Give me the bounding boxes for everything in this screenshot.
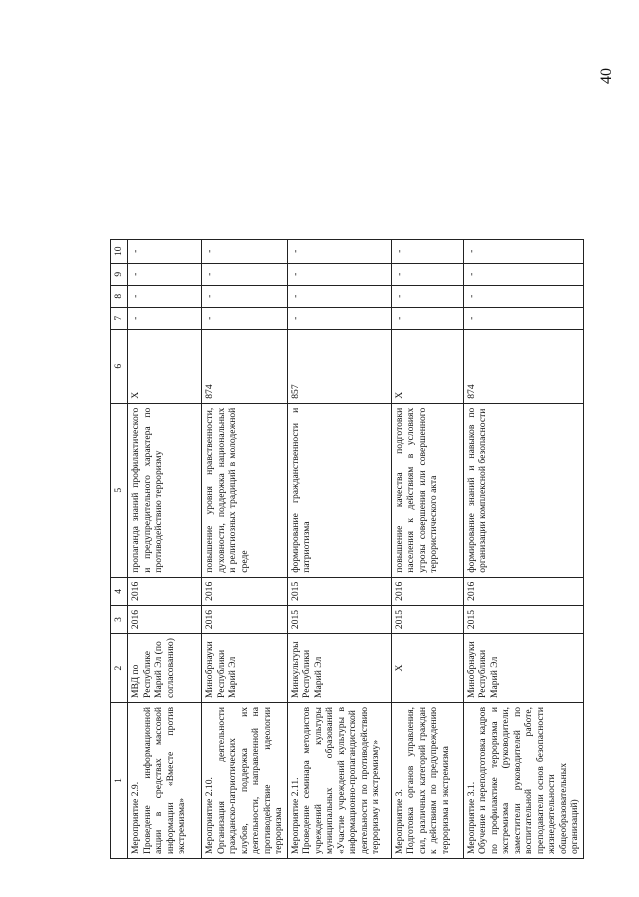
table-row xyxy=(128,239,202,858)
result-cell: пропаганда знаний профилактического и предупредительного характера по противодействию терроризму xyxy=(128,403,202,577)
col7-cell: - xyxy=(463,307,583,329)
code-cell: X xyxy=(391,329,463,403)
table-row xyxy=(391,239,463,858)
column-header: 8 xyxy=(111,285,128,307)
col10-cell: - xyxy=(391,239,463,263)
column-header: 6 xyxy=(111,329,128,403)
column-header: 4 xyxy=(111,577,128,605)
executor-cell: X xyxy=(391,634,463,703)
end-year-cell: 2016 xyxy=(391,577,463,605)
start-year-cell: 2016 xyxy=(202,605,288,633)
table-row xyxy=(202,239,288,858)
col8-cell: - xyxy=(391,285,463,307)
col7-cell: - xyxy=(202,307,288,329)
page-number: 40 xyxy=(598,68,615,84)
column-header: 10 xyxy=(111,239,128,263)
measure-name-cell: Мероприятие 3.1. Обучение и переподготовка кадров по профилактике терроризма и экстремизма (руководители, заместители руководителей по воспитательной работе, преподаватели основ безопасности жизнедеятельности общеобразовательных организаций) xyxy=(463,703,583,859)
result-cell: повышение уровня нравственности, духовности, поддержка национальных и религиозных традиций в молодежной среде xyxy=(202,403,288,577)
col9-cell: - xyxy=(128,263,202,285)
code-cell: 874 xyxy=(463,329,583,403)
table-header-row xyxy=(111,239,128,858)
result-cell: формирование гражданственности и патриотизма xyxy=(287,403,391,577)
col9-cell: - xyxy=(463,263,583,285)
col10-cell: - xyxy=(463,239,583,263)
executor-cell: Минкультуры Республики Марий Эл xyxy=(287,634,391,703)
col9-cell: - xyxy=(391,263,463,285)
end-year-cell: 2016 xyxy=(128,577,202,605)
column-header: 3 xyxy=(111,605,128,633)
table-row xyxy=(287,239,391,858)
table-row xyxy=(463,239,583,858)
result-cell: повышение качества подготовки населения к действиям в условиях угрозы совершения или совершенного террористического акта xyxy=(391,403,463,577)
code-cell: 857 xyxy=(287,329,391,403)
program-table xyxy=(110,239,584,859)
code-cell: 874 xyxy=(202,329,288,403)
col8-cell: - xyxy=(128,285,202,307)
col10-cell: - xyxy=(287,239,391,263)
col8-cell: - xyxy=(202,285,288,307)
measure-name-cell: Мероприятие 3. Подготовка органов управления, сил, различных категорий граждан к действиям по предупреждению терроризма и экстремизма xyxy=(391,703,463,859)
code-cell: X xyxy=(128,329,202,403)
column-header: 9 xyxy=(111,263,128,285)
col10-cell: - xyxy=(202,239,288,263)
column-header: 1 xyxy=(111,703,128,859)
col7-cell: - xyxy=(128,307,202,329)
col7-cell: - xyxy=(391,307,463,329)
executor-cell: МВД по Республике Марий Эл (по согласованию) xyxy=(128,634,202,703)
col8-cell: - xyxy=(463,285,583,307)
col7-cell: - xyxy=(287,307,391,329)
column-header: 2 xyxy=(111,634,128,703)
start-year-cell: 2015 xyxy=(463,605,583,633)
executor-cell: Минобрнауки Республики Марий Эл xyxy=(463,634,583,703)
col8-cell: - xyxy=(287,285,391,307)
start-year-cell: 2016 xyxy=(128,605,202,633)
measure-name-cell: Мероприятие 2.9. Проведение информационной акции в средствах массовой информации «Вместе против экстремизма» xyxy=(128,703,202,859)
col9-cell: - xyxy=(202,263,288,285)
col9-cell: - xyxy=(287,263,391,285)
measure-name-cell: Мероприятие 2.11. Проведение семинара методистов учреждений культуры муниципальных образований «Участие учреждений культуры в информационно-пропагандистской деятельности по противодействию терроризму и экстремизму» xyxy=(287,703,391,859)
executor-cell: Минобрнауки Республики Марий Эл xyxy=(202,634,288,703)
measure-name-cell: Мероприятие 2.10. Организация деятельности гражданско-патриотических клубов, поддержка их деятельности, направленной на противодействие идеологии терроризма xyxy=(202,703,288,859)
end-year-cell: 2016 xyxy=(463,577,583,605)
column-header: 7 xyxy=(111,307,128,329)
end-year-cell: 2016 xyxy=(202,577,288,605)
column-header: 5 xyxy=(111,403,128,577)
col10-cell: - xyxy=(128,239,202,263)
start-year-cell: 2015 xyxy=(287,605,391,633)
result-cell: формирование знаний и навыков по организации комплексной безопасности xyxy=(463,403,583,577)
start-year-cell: 2015 xyxy=(391,605,463,633)
end-year-cell: 2015 xyxy=(287,577,391,605)
